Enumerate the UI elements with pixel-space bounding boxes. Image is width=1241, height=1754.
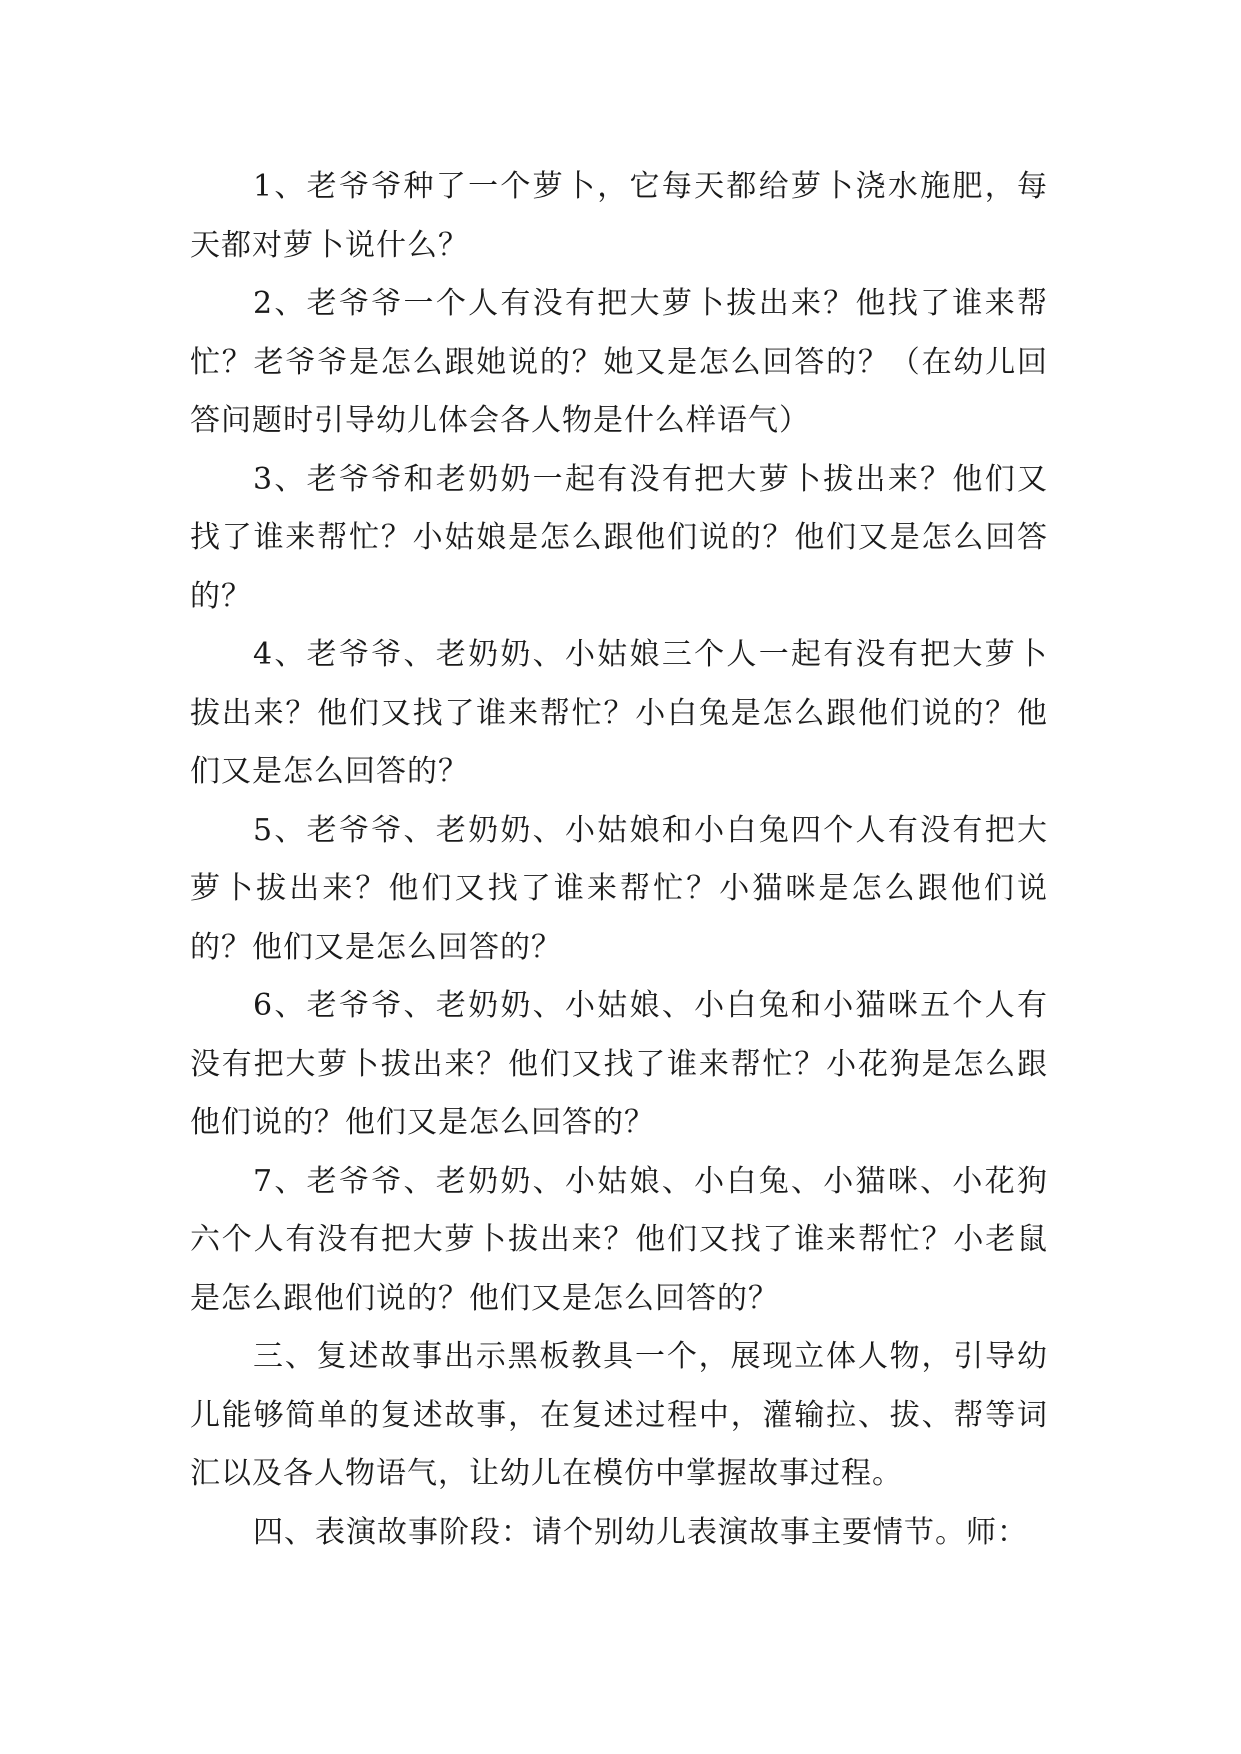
question-5-paragraph: 5、老爷爷、老奶奶、小姑娘和小白兔四个人有没有把大萝卜拔出来？他们又找了谁来帮忙？小猫咪是怎么跟他们说的？他们又是怎么回答的？ xyxy=(190,812,1048,965)
question-1-paragraph: 1、老爷爷种了一个萝卜，它每天都给萝卜浇水施肥，每天都对萝卜说什么？ xyxy=(190,169,1048,263)
question-7-paragraph: 7、老爷爷、老奶奶、小姑娘、小白兔、小猫咪、小花狗六个人有没有把大萝卜拔出来？他们又找了谁来帮忙？小老鼠是怎么跟他们说的？他们又是怎么回答的？ xyxy=(190,1163,1048,1316)
document-body xyxy=(190,158,1048,1562)
question-3-paragraph: 3、老爷爷和老奶奶一起有没有把大萝卜拔出来？他们又找了谁来帮忙？小姑娘是怎么跟他们说的？他们又是怎么回答的？ xyxy=(190,461,1048,614)
question-4-paragraph: 4、老爷爷、老奶奶、小姑娘三个人一起有没有把大萝卜拔出来？他们又找了谁来帮忙？小白兔是怎么跟他们说的？他们又是怎么回答的？ xyxy=(190,637,1048,789)
question-6-paragraph: 6、老爷爷、老奶奶、小姑娘、小白兔和小猫咪五个人有没有把大萝卜拔出来？他们又找了谁来帮忙？小花狗是怎么跟他们说的？他们又是怎么回答的？ xyxy=(190,988,1048,1140)
section-retell-paragraph: 三、复述故事出示黑板教具一个，展现立体人物，引导幼儿能够简单的复述故事，在复述过程中，灌输拉、拔、帮等词汇以及各人物语气，让幼儿在模仿中掌握故事过程。 xyxy=(190,1339,1048,1491)
section-perform-paragraph: 四、表演故事阶段：请个别幼儿表演故事主要情节。师： xyxy=(253,1514,1028,1550)
question-2-paragraph: 2、老爷爷一个人有没有把大萝卜拔出来？他找了谁来帮忙？老爷爷是怎么跟她说的？她又是怎么回答的？（在幼儿回答问题时引导幼儿体会各人物是什么样语气） xyxy=(190,286,1048,438)
